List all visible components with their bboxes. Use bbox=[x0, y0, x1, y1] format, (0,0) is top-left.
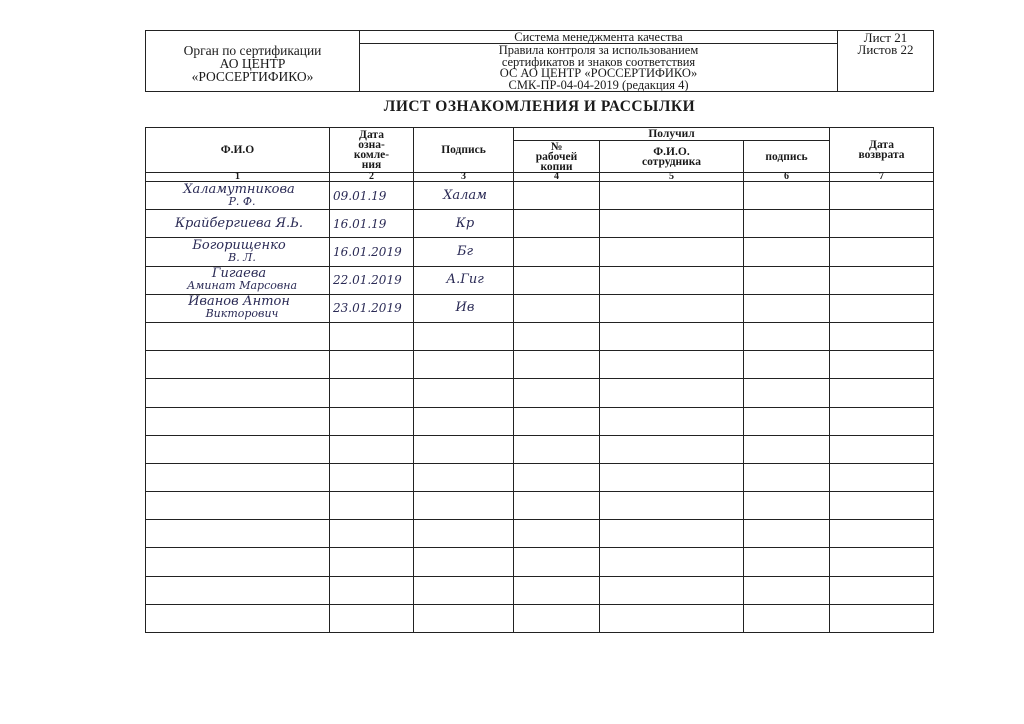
fio-cell: Гигаева Аминат Марсовна bbox=[146, 266, 330, 294]
empty-cell bbox=[600, 379, 744, 407]
date-cell: 22.01.2019 bbox=[330, 266, 414, 294]
fio-cell: Богорищенко В. Л. bbox=[146, 238, 330, 266]
empty-cell bbox=[600, 351, 744, 379]
empty-cell bbox=[514, 576, 600, 604]
empty-cell bbox=[146, 548, 330, 576]
employee-cell bbox=[600, 182, 744, 210]
handwritten-signature: Ив bbox=[455, 300, 475, 316]
table-row bbox=[146, 182, 934, 210]
empty-cell bbox=[330, 548, 414, 576]
document-header bbox=[145, 30, 934, 92]
acknowledgement-table bbox=[145, 127, 934, 633]
empty-cell bbox=[744, 576, 830, 604]
small-signature-cell bbox=[744, 266, 830, 294]
fio-cell: Крайбергиева Я.Ь. bbox=[146, 210, 330, 238]
column-number: 3 bbox=[414, 173, 514, 182]
column-number: 4 bbox=[514, 173, 600, 182]
employee-cell bbox=[600, 294, 744, 322]
page-title: ЛИСТ ОЗНАКОМЛЕНИЯ И РАССЫЛКИ bbox=[383, 98, 696, 115]
empty-cell bbox=[514, 463, 600, 491]
empty-cell bbox=[744, 463, 830, 491]
return-date-cell bbox=[830, 266, 934, 294]
small-signature-cell bbox=[744, 182, 830, 210]
employee-cell bbox=[600, 210, 744, 238]
employee-cell bbox=[600, 266, 744, 294]
return-date-cell bbox=[830, 238, 934, 266]
rules-line: ОС АО ЦЕНТР «РОССЕРТИФИКО» bbox=[499, 66, 698, 80]
empty-cell bbox=[414, 407, 514, 435]
empty-cell bbox=[414, 379, 514, 407]
empty-cell bbox=[830, 351, 934, 379]
copy-number-cell bbox=[514, 182, 600, 210]
date-cell: 16.01.2019 bbox=[330, 238, 414, 266]
header-date: Дата озна- комле- ния bbox=[330, 128, 414, 173]
column-number: 6 bbox=[744, 173, 830, 182]
empty-cell bbox=[514, 548, 600, 576]
header-copy-number: № рабочей копии bbox=[514, 141, 600, 173]
handwritten-signature: Бг bbox=[456, 243, 474, 259]
header-received: Получил bbox=[514, 128, 830, 141]
empty-cell bbox=[514, 379, 600, 407]
handwritten-signature: Халам bbox=[443, 187, 487, 203]
sheet-number: Лист 21 bbox=[863, 30, 908, 45]
empty-cell bbox=[514, 351, 600, 379]
org-line: Орган по сертификации bbox=[183, 43, 322, 58]
empty-cell bbox=[830, 548, 934, 576]
empty-cell bbox=[514, 322, 600, 350]
empty-cell bbox=[330, 407, 414, 435]
table-row bbox=[146, 407, 934, 435]
table-row bbox=[146, 210, 934, 238]
empty-cell bbox=[600, 435, 744, 463]
return-date-cell bbox=[830, 182, 934, 210]
empty-cell bbox=[744, 604, 830, 632]
signature-cell bbox=[414, 294, 514, 322]
table-row bbox=[146, 604, 934, 632]
empty-cell bbox=[414, 576, 514, 604]
column-number-row bbox=[146, 173, 934, 182]
empty-cell bbox=[414, 435, 514, 463]
empty-cell bbox=[830, 463, 934, 491]
empty-cell bbox=[414, 351, 514, 379]
header-signature: Подпись bbox=[414, 128, 514, 173]
sheets-total: Листов 22 bbox=[857, 42, 914, 57]
signature-cell bbox=[414, 210, 514, 238]
empty-cell bbox=[830, 492, 934, 520]
empty-cell bbox=[330, 351, 414, 379]
org-line: «РОССЕРТИФИКО» bbox=[191, 69, 314, 84]
document-reference bbox=[360, 31, 838, 91]
empty-cell bbox=[330, 379, 414, 407]
column-number: 5 bbox=[600, 173, 744, 182]
empty-cell bbox=[414, 548, 514, 576]
empty-cell bbox=[146, 379, 330, 407]
header-return-date: Дата возврата bbox=[830, 128, 934, 173]
empty-cell bbox=[330, 604, 414, 632]
empty-cell bbox=[146, 492, 330, 520]
handwritten-signature: Кр bbox=[455, 215, 475, 231]
empty-cell bbox=[414, 463, 514, 491]
table-row bbox=[146, 351, 934, 379]
small-signature-cell bbox=[744, 238, 830, 266]
rules-line: СМК-ПР-04-04-2019 (редакция 4) bbox=[508, 77, 689, 92]
empty-cell bbox=[830, 576, 934, 604]
fio-cell: Иванов Антон Викторович bbox=[146, 294, 330, 322]
empty-cell bbox=[744, 520, 830, 548]
empty-cell bbox=[146, 322, 330, 350]
empty-cell bbox=[146, 604, 330, 632]
empty-cell bbox=[146, 520, 330, 548]
empty-cell bbox=[330, 492, 414, 520]
empty-cell bbox=[514, 520, 600, 548]
small-signature-cell bbox=[744, 294, 830, 322]
empty-cell bbox=[744, 492, 830, 520]
empty-cell bbox=[330, 435, 414, 463]
fio-cell: Халамутникова Р. Ф. bbox=[146, 182, 330, 210]
empty-cell bbox=[744, 407, 830, 435]
empty-cell bbox=[744, 351, 830, 379]
column-number: 1 bbox=[146, 173, 330, 182]
table-row bbox=[146, 266, 934, 294]
empty-cell bbox=[744, 322, 830, 350]
empty-cell bbox=[600, 576, 744, 604]
table-row bbox=[146, 576, 934, 604]
column-number: 7 bbox=[830, 173, 934, 182]
empty-cell bbox=[830, 322, 934, 350]
copy-number-cell bbox=[514, 266, 600, 294]
sheet-counter bbox=[838, 31, 933, 92]
header-fio: Ф.И.О bbox=[146, 128, 330, 173]
empty-cell bbox=[600, 520, 744, 548]
header-employee: Ф.И.О. сотрудника bbox=[600, 141, 744, 173]
empty-cell bbox=[514, 407, 600, 435]
table-row bbox=[146, 463, 934, 491]
empty-cell bbox=[830, 604, 934, 632]
empty-cell bbox=[744, 379, 830, 407]
empty-cell bbox=[600, 463, 744, 491]
empty-cell bbox=[600, 407, 744, 435]
empty-cell bbox=[146, 435, 330, 463]
empty-cell bbox=[414, 492, 514, 520]
empty-cell bbox=[414, 322, 514, 350]
empty-cell bbox=[146, 351, 330, 379]
empty-cell bbox=[830, 407, 934, 435]
signature-cell bbox=[414, 266, 514, 294]
employee-cell bbox=[600, 238, 744, 266]
empty-cell bbox=[514, 492, 600, 520]
empty-cell bbox=[514, 435, 600, 463]
table-row bbox=[146, 492, 934, 520]
empty-cell bbox=[830, 435, 934, 463]
table-row bbox=[146, 435, 934, 463]
empty-cell bbox=[330, 520, 414, 548]
copy-number-cell bbox=[514, 210, 600, 238]
table-row bbox=[146, 520, 934, 548]
empty-cell bbox=[514, 604, 600, 632]
empty-cell bbox=[744, 548, 830, 576]
table-row bbox=[146, 322, 934, 350]
empty-cell bbox=[600, 548, 744, 576]
empty-cell bbox=[830, 379, 934, 407]
org-line: АО ЦЕНТР bbox=[219, 56, 286, 71]
date-cell: 16.01.19 bbox=[330, 210, 414, 238]
empty-cell bbox=[414, 604, 514, 632]
handwritten-signature: А.Гиг bbox=[446, 272, 484, 288]
copy-number-cell bbox=[514, 238, 600, 266]
empty-cell bbox=[146, 463, 330, 491]
empty-cell bbox=[146, 407, 330, 435]
rules-line: Правила контроля за использованием bbox=[498, 43, 699, 57]
table-row bbox=[146, 294, 934, 322]
column-number: 2 bbox=[330, 173, 414, 182]
table-row bbox=[146, 238, 934, 266]
empty-cell bbox=[744, 435, 830, 463]
rules-line: сертификатов и знаков соответствия bbox=[501, 54, 696, 69]
empty-cell bbox=[600, 604, 744, 632]
date-cell: 09.01.19 bbox=[330, 182, 414, 210]
table-row bbox=[146, 548, 934, 576]
signature-cell bbox=[414, 238, 514, 266]
empty-cell bbox=[330, 463, 414, 491]
copy-number-cell bbox=[514, 294, 600, 322]
quality-system-label: Система менеджмента качества bbox=[360, 31, 837, 44]
return-date-cell bbox=[830, 294, 934, 322]
empty-cell bbox=[146, 576, 330, 604]
table-row bbox=[146, 379, 934, 407]
empty-cell bbox=[600, 322, 744, 350]
certification-body bbox=[146, 31, 360, 91]
signature-cell bbox=[414, 182, 514, 210]
small-signature-cell bbox=[744, 210, 830, 238]
header-small-signature: подпись bbox=[744, 141, 830, 173]
empty-cell bbox=[830, 520, 934, 548]
empty-cell bbox=[330, 576, 414, 604]
empty-cell bbox=[414, 520, 514, 548]
empty-cell bbox=[330, 322, 414, 350]
empty-cell bbox=[600, 492, 744, 520]
return-date-cell bbox=[830, 210, 934, 238]
date-cell: 23.01.2019 bbox=[330, 294, 414, 322]
